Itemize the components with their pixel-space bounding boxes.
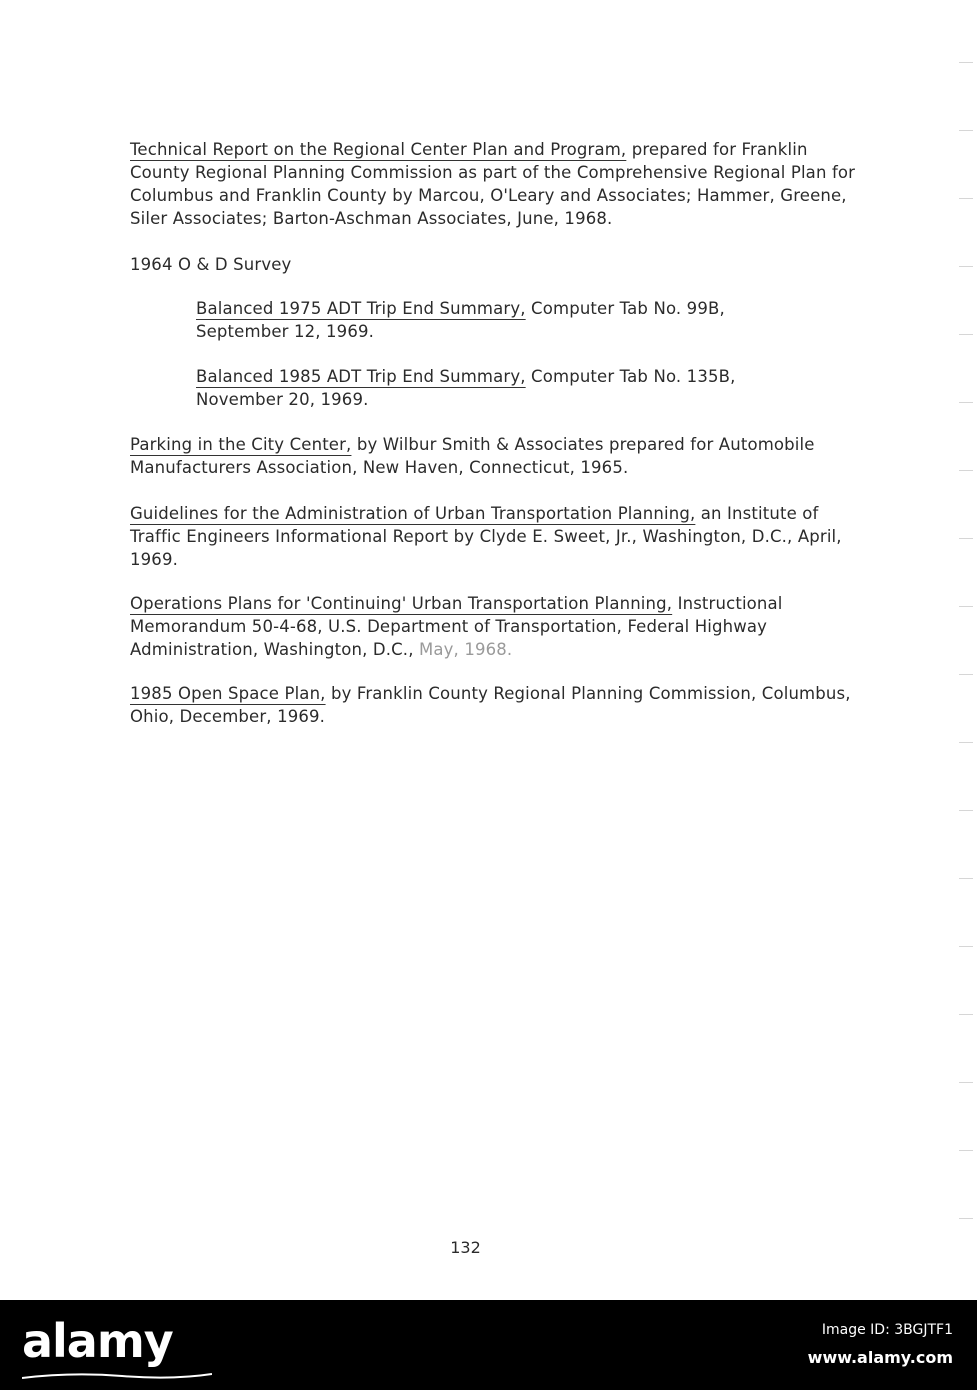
reference-entry: [130, 592, 870, 661]
reference-title: Balanced 1985 ADT Trip End Summary,: [196, 367, 526, 386]
reference-title: Parking in the City Center,: [130, 435, 352, 454]
reference-text: Computer Tab No. 99B, September 12, 1969.: [196, 299, 725, 341]
reference-title: Guidelines for the Administration of Urban Transportation Planning,: [130, 504, 696, 523]
image-id: Image ID: 3BGJTF1: [821, 1322, 953, 1338]
reference-title: Balanced 1975 ADT Trip End Summary,: [196, 299, 526, 318]
scan-margin-marks: [955, 0, 977, 1300]
reference-entry: [130, 433, 870, 479]
reference-text: by Franklin County Regional Planning Commission, Columbus, Ohio, December, 1969.: [130, 684, 851, 726]
reference-faded-text: May, 1968.: [418, 640, 513, 659]
watermark-footer: [0, 1300, 977, 1390]
reference-text: Instructional Memorandum 50-4-68, U.S. Department of Transportation, Federal Highway Administration, Washington, D.C.,: [130, 594, 783, 659]
logo-swoosh-icon: [22, 1372, 212, 1380]
reference-entry: [130, 502, 870, 571]
reference-text: an Institute of Traffic Engineers Informational Report by Clyde E. Sweet, Jr., Washington, D.C., April, 1969.: [130, 504, 842, 569]
reference-entry: [130, 682, 870, 728]
reference-entry: [196, 297, 796, 343]
logo-text: alamy: [22, 1314, 173, 1368]
page-number: 132: [450, 1238, 481, 1257]
site-url: www.alamy.com: [807, 1348, 953, 1367]
heading-text: 1964 O & D Survey: [130, 255, 292, 274]
reference-text: by Wilbur Smith & Associates prepared for Automobile Manufacturers Association, New Haven, Connecticut, 1965.: [130, 435, 815, 477]
reference-entry: [196, 365, 796, 411]
alamy-logo: [22, 1314, 173, 1368]
reference-title: Operations Plans for 'Continuing' Urban Transportation Planning,: [130, 594, 673, 613]
reference-title: 1985 Open Space Plan,: [130, 684, 326, 703]
reference-text: Computer Tab No. 135B, November 20, 1969.: [196, 367, 736, 409]
reference-text: prepared for Franklin County Regional Planning Commission as part of the Comprehensive Regional Plan for Columbus and Franklin County by Marcou, O'Leary and Associates; Hammer, Greene, Siler Associates; Barton-Aschman Associates, June, 1968.: [130, 140, 856, 228]
section-heading: [130, 253, 870, 276]
reference-entry: [130, 138, 870, 230]
reference-title: Technical Report on the Regional Center Plan and Program,: [130, 140, 627, 159]
